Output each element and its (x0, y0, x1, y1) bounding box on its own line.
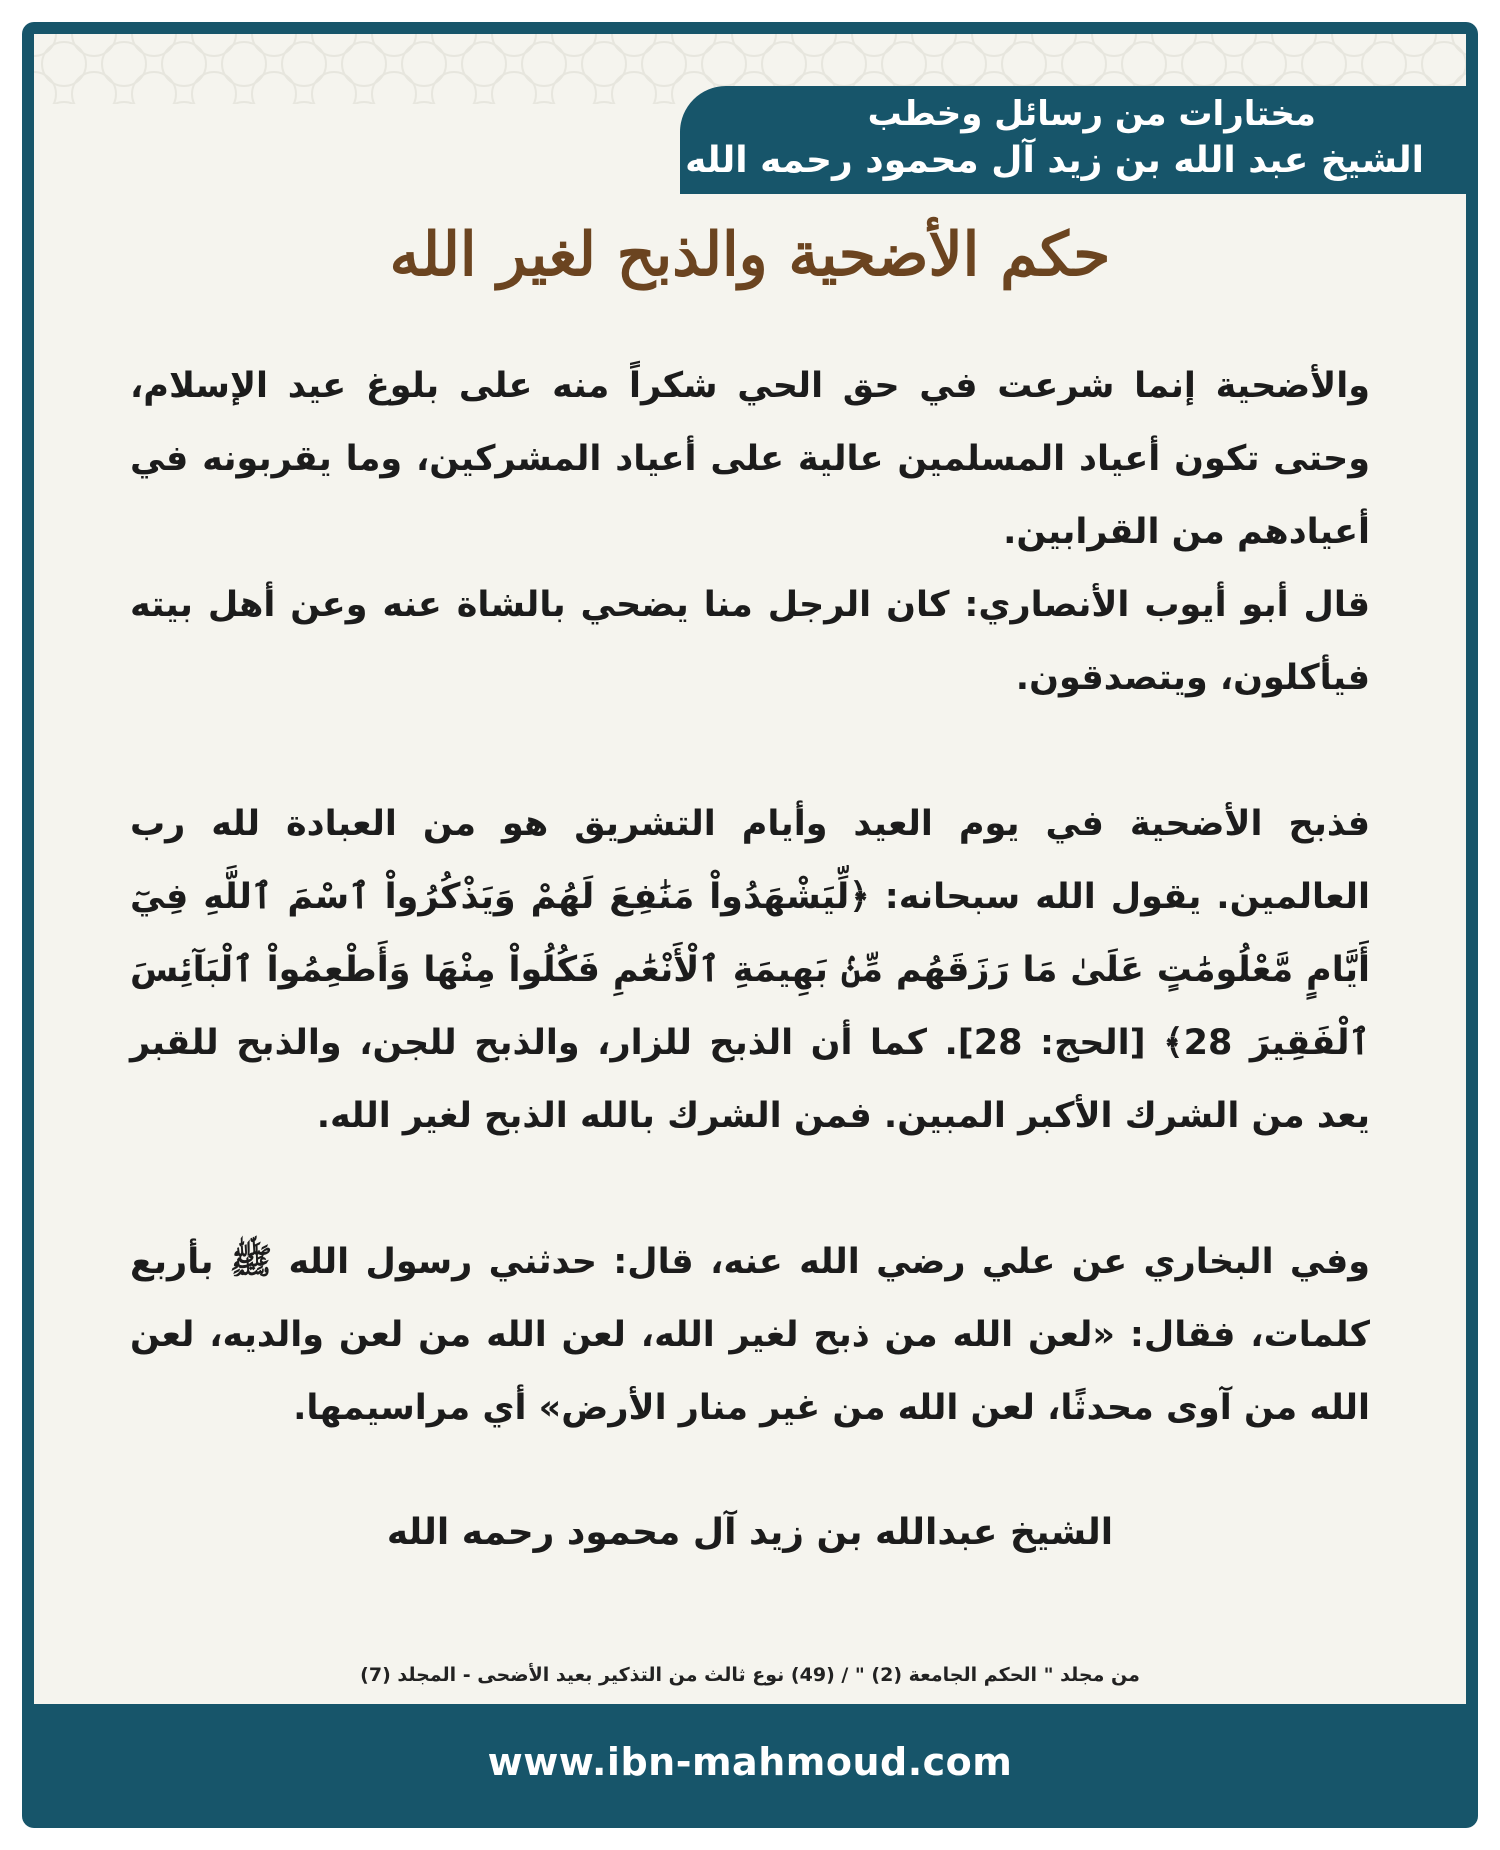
website-link[interactable]: www.ibn-mahmoud.com (487, 1740, 1013, 1784)
paragraph: قال أبو أيوب الأنصاري: كان الرجل منا يضحي بالشاة عنه وعن أهل بيته فيأكلون، ويتصدقون. (130, 585, 1370, 698)
author-signature: الشيخ عبدالله بن زيد آل محمود رحمه الله (386, 1512, 1114, 1553)
author-title: الشيخ عبد الله بن زيد آل محمود رحمه الله (685, 140, 1424, 181)
page-title: حكم الأضحية والذبح لغير الله (389, 220, 1111, 290)
paragraph: والأضحية إنما شرعت في حق الحي شكراً منه على بلوغ عيد الإسلام، وحتى تكون أعياد المسلمين عالية على أعياد المشركين، وما يقربونه في أعيادهم من القرابين. (130, 366, 1370, 552)
series-title: مختارات من رسائل وخطب (867, 94, 1316, 134)
paragraph: فذبح الأضحية في يوم العيد وأيام التشريق هو من العبادة لله رب العالمين. يقول الله سبحانه: ﴿لِّيَشْهَدُواْ مَنَٰفِعَ لَهُمْ وَيَذْكُرُواْ ٱسْمَ ٱللَّهِ فِيٓ أَيَّامٍ مَّعْلُومَٰتٍ عَلَىٰ مَا رَزَقَهُم مِّنۢ بَهِيمَةِ ٱلْأَنْعَٰمِ فَكُلُواْ مِنْهَا وَأَطْعِمُواْ ٱلْبَآئِسَ ٱلْفَقِيرَ 28﴾ [الحج: 28]. كما أن الذبح للزار، والذبح للجن، والذبح للقبر يعد من الشرك الأكبر المبين. فمن الشرك بالله الذبح لغير الله. (130, 804, 1370, 1136)
paragraph: وفي البخاري عن علي رضي الله عنه، قال: حدثني رسول الله ﷺ بأربع كلمات، فقال: «لعن الله من ذبح لغير الله، لعن الله من لعن والديه، لعن الله من آوى محدثًا، لعن الله من غير منار الأرض» أي مراسيمها. (130, 1242, 1370, 1428)
header-banner (680, 86, 1466, 194)
source-note: من مجلد " الحكم الجامعة (2) " / (49) نوع ثالث من التذكير بعيد الأضحى - المجلد (7) (360, 1664, 1140, 1686)
content-panel (34, 34, 1466, 1704)
